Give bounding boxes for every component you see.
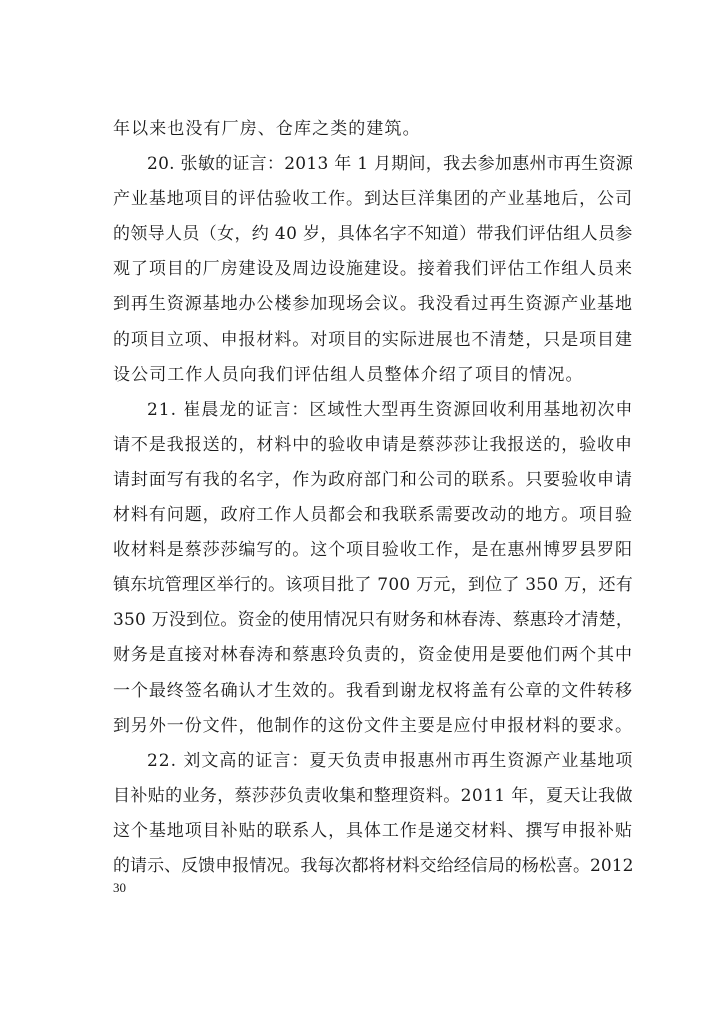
- text-line: 请不是我报送的，材料中的验收申请是蔡莎莎让我报送的，验收申: [113, 434, 633, 455]
- paragraph-first-line: 22. 刘文高的证言：夏天负责申报惠州市再生资源产业基地项: [147, 750, 634, 771]
- text-line: 的请示、反馈申报情况。我每次都将材料交给经信局的杨松喜。2012: [113, 855, 634, 876]
- text-line: 请封面写有我的名字，作为政府部门和公司的联系。只要验收申请: [113, 469, 633, 490]
- text-line: 目补贴的业务，蔡莎莎负责收集和整理资料。2011 年，夏天让我做: [113, 785, 633, 806]
- text-line: 产业基地项目的评估验收工作。到达巨洋集团的产业基地后，公司: [113, 189, 633, 210]
- text-line: 一个最终签名确认才生效的。我看到谢龙权将盖有公章的文件转移: [113, 680, 633, 701]
- paragraph-first-line: 20. 张敏的证言：2013 年 1 月期间，我去参加惠州市再生资源: [147, 154, 634, 175]
- page-number: 30: [113, 880, 126, 895]
- text-line: 到再生资源基地办公楼参加现场会议。我没看过再生资源产业基地: [113, 294, 633, 315]
- text-line: 设公司工作人员向我们评估组人员整体介绍了项目的情况。: [113, 364, 584, 385]
- text-line: 财务是直接对林春涛和蔡惠玲负责的，资金使用是要他们两个其中: [113, 645, 633, 666]
- text-line: 年以来也没有厂房、仓库之类的建筑。: [113, 119, 421, 139]
- text-line: 这个基地项目补贴的联系人，具体工作是递交材料、撰写申报补贴: [113, 820, 633, 841]
- text-line: 到另外一份文件，他制作的这份文件主要是应付申报材料的要求。: [113, 715, 633, 736]
- text-line: 的领导人员（女，约 40 岁，具体名字不知道）带我们评估组人员参: [113, 224, 633, 245]
- text-line: 的项目立项、申报材料。对项目的实际进展也不清楚，只是项目建: [113, 329, 633, 350]
- text-line: 观了项目的厂房建设及周边设施建设。接着我们评估工作组人员来: [113, 259, 633, 280]
- body-text: [113, 112, 633, 884]
- text-line: 350 万没到位。资金的使用情况只有财务和林春涛、蔡惠玲才清楚，: [113, 610, 634, 631]
- paragraph-first-line: 21. 崔晨龙的证言：区域性大型再生资源回收利用基地初次申: [147, 399, 634, 420]
- text-line: 材料有问题，政府工作人员都会和我联系需要改动的地方。项目验: [113, 505, 633, 526]
- text-line: 镇东坑管理区举行的。该项目批了 700 万元，到位了 350 万，还有: [113, 575, 634, 596]
- text-line: 收材料是蔡莎莎编写的。这个项目验收工作，是在惠州博罗县罗阳: [113, 540, 633, 561]
